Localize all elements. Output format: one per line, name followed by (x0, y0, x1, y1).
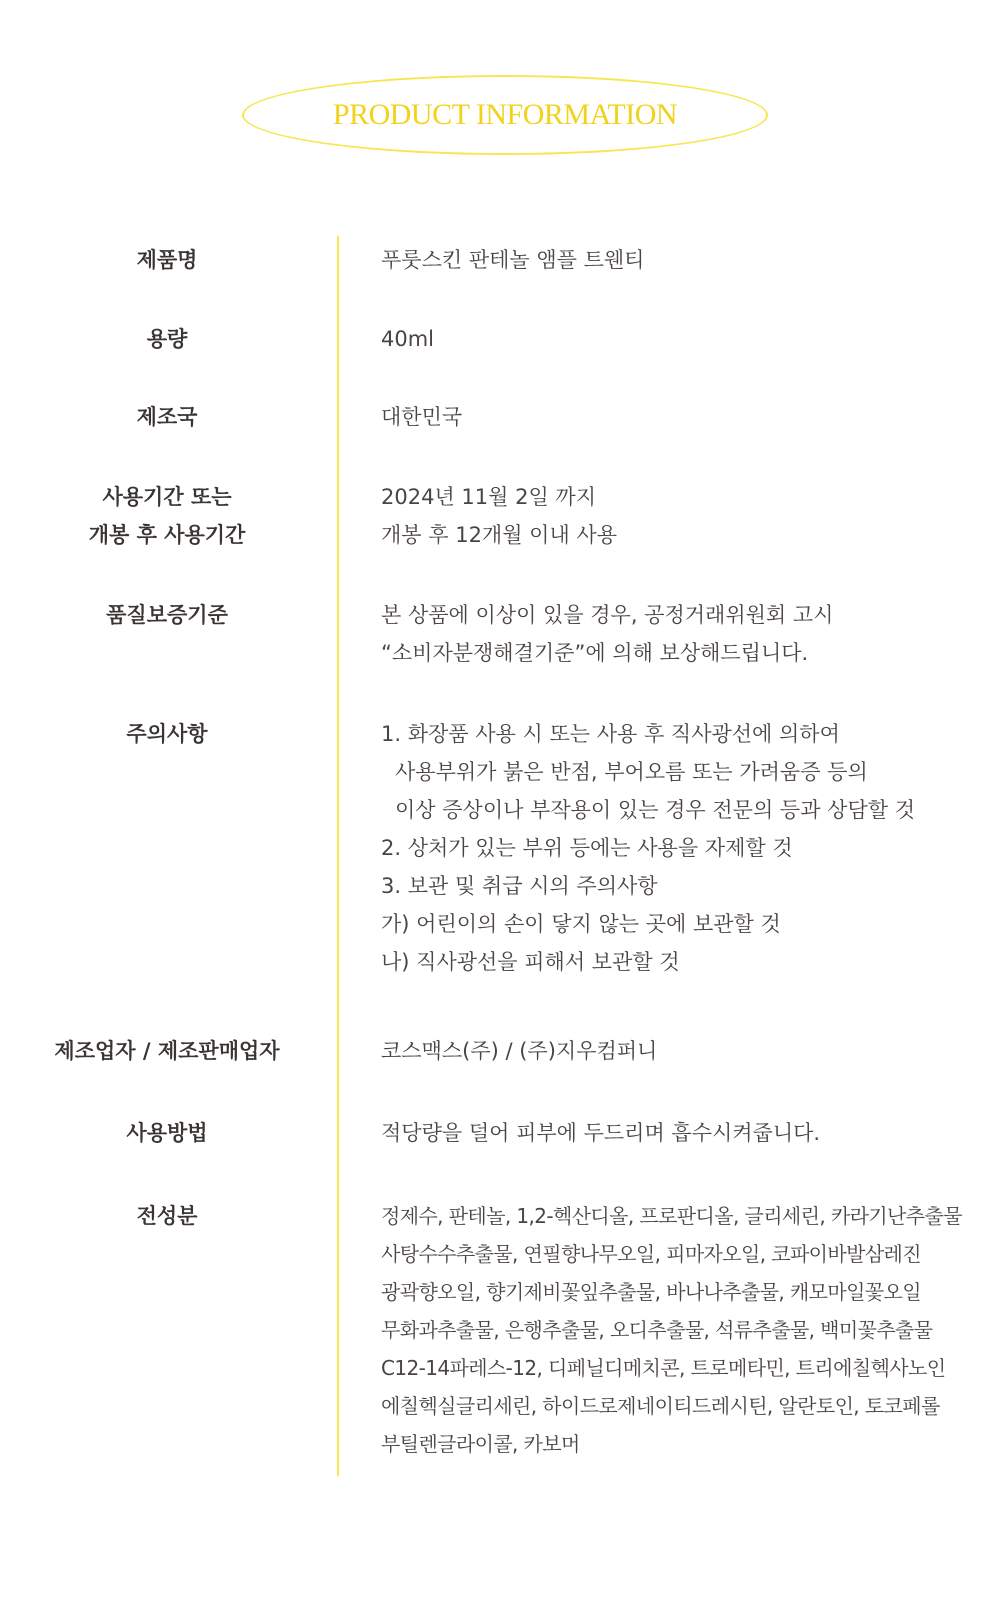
value-ingredients (381, 1197, 991, 1463)
value-line: 사용부위가 붉은 반점, 부어오름 또는 가려움증 등의 (395, 760, 868, 784)
label-line: 제조국 (136, 405, 198, 429)
page-title: PRODUCT INFORMATION (332, 98, 678, 131)
label-line: 제품명 (136, 248, 198, 272)
label-usage (40, 1114, 294, 1152)
value-quality-guarantee (381, 596, 991, 672)
value-line: 무화과추출물, 은행추출물, 오디추출물, 석류추출물, 백미꽃추출물 (381, 1318, 933, 1342)
label-line: 개봉 후 사용기간 (88, 523, 246, 547)
value-line: 광곽향오일, 향기제비꽃잎추출물, 바나나추출물, 캐모마일꽃오일 (381, 1280, 921, 1304)
label-line: 제조업자 / 제조판매업자 (54, 1039, 280, 1063)
value-line: 40ml (381, 327, 435, 351)
value-line: 가) 어린이의 손이 닿지 않는 곳에 보관할 것 (381, 912, 781, 936)
value-line: 개봉 후 12개월 이내 사용 (381, 523, 617, 547)
value-line: 부틸렌글라이콜, 카보머 (381, 1432, 580, 1456)
label-line: 사용기간 또는 (102, 485, 232, 509)
value-country (381, 398, 991, 436)
label-manufacturer (40, 1032, 294, 1070)
value-line: 적당량을 덜어 피부에 두드리며 흡수시켜줍니다. (381, 1121, 821, 1145)
value-line: 사탕수수추출물, 연필향나무오일, 피마자오일, 코파이바발삼레진 (381, 1242, 921, 1266)
value-line: 3. 보관 및 취급 시의 주의사항 (381, 874, 658, 898)
column-divider (337, 236, 339, 1476)
value-line: “소비자분쟁해결기준”에 의해 보상해드립니다. (381, 641, 809, 665)
label-expiry (40, 478, 294, 554)
label-ingredients (40, 1197, 294, 1235)
value-volume (381, 320, 991, 358)
value-line: 나) 직사광선을 피해서 보관할 것 (381, 950, 680, 974)
value-usage (381, 1114, 991, 1152)
value-line: 코스맥스(주) / (주)지우컴퍼니 (381, 1039, 658, 1063)
value-product-name (381, 241, 991, 279)
value-manufacturer (381, 1032, 991, 1070)
label-line: 용량 (146, 327, 188, 351)
value-line: 1. 화장품 사용 시 또는 사용 후 직사광선에 의하여 (381, 722, 840, 746)
value-line: 이상 증상이나 부작용이 있는 경우 전문의 등과 상담할 것 (395, 798, 915, 822)
label-volume (40, 320, 294, 358)
label-line: 품질보증기준 (106, 603, 228, 627)
value-precautions (381, 715, 991, 981)
value-line: 대한민국 (381, 405, 463, 429)
label-quality-guarantee (40, 596, 294, 634)
value-line: C12-14파레스-12, 디페닐디메치콘, 트로메타민, 트리에칠헥사노인 (381, 1356, 946, 1380)
value-line: 본 상품에 이상이 있을 경우, 공정거래위원회 고시 (381, 603, 834, 627)
value-line: 정제수, 판테놀, 1,2-헥산디올, 프로판디올, 글리세린, 카라기난추출물 (381, 1204, 962, 1228)
value-line: 2. 상처가 있는 부위 등에는 사용을 자제할 것 (381, 836, 793, 860)
label-line: 사용방법 (126, 1121, 208, 1145)
label-line: 전성분 (136, 1204, 198, 1228)
value-expiry (381, 478, 991, 554)
label-line: 주의사항 (126, 722, 208, 746)
label-product-name (40, 241, 294, 279)
value-line: 2024년 11월 2일 까지 (381, 485, 596, 509)
value-line: 푸룻스킨 판테놀 앰플 트웬티 (381, 248, 645, 272)
title-badge (242, 75, 768, 155)
label-precautions (40, 715, 294, 753)
value-line: 에칠헥실글리세린, 하이드로제네이티드레시틴, 알란토인, 토코페롤 (381, 1394, 940, 1418)
label-country (40, 398, 294, 436)
